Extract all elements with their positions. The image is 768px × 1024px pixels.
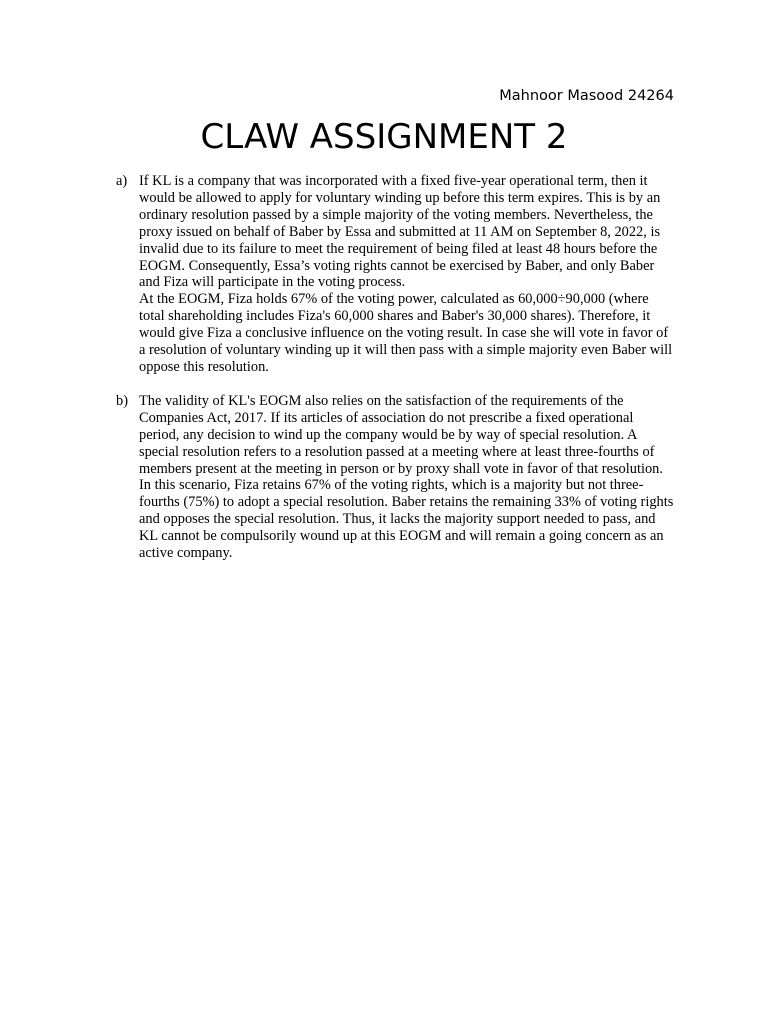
answer-list bbox=[116, 173, 676, 579]
paragraph: In this scenario, Fiza retains 67% of the voting rights, which is a majority but not three-fourths (75%) to adopt a special resolution. Baber retains the remaining 33% of voting rights and opposes the special resolution. Thus, it lacks the majority support needed to pass, and KL cannot be compulsorily wound up at this EOGM and will remain a going concern as an active company. bbox=[139, 477, 674, 562]
answer-item-a bbox=[116, 173, 676, 376]
paragraph: If KL is a company that was incorporated with a fixed five-year operational term, then it would be allowed to apply for voluntary winding up before this term expires. This is by an ordinary resolution passed by a simple majority of the voting members. Nevertheless, the proxy issued on behalf of Baber by Essa and submitted at 11 AM on September 8, 2022, is invalid due to its failure to meet the requirement of being filed at least 48 hours before the EOGM. Consequently, Essa’s voting rights cannot be exercised by Baber, and only Baber and Fiza will participate in the voting process. bbox=[139, 173, 661, 291]
list-marker: a) bbox=[116, 173, 128, 189]
answer-item-b bbox=[116, 393, 676, 562]
list-marker: b) bbox=[116, 392, 128, 409]
author-line: Mahnoor Masood 24264 bbox=[499, 88, 674, 104]
document-title: CLAW ASSIGNMENT 2 bbox=[200, 117, 568, 157]
paragraph: The validity of KL's EOGM also relies on the satisfaction of the requirements of the Companies Act, 2017. If its articles of association do not prescribe a fixed operational period, any decision to wind up the company would be by way of special resolution. A special resolution refers to a resolution passed at a meeting where at least three-fourths of members present at the meeting in person or by proxy shall vote in favor of that resolution. bbox=[139, 392, 663, 477]
paragraph: At the EOGM, Fiza holds 67% of the voting power, calculated as 60,000÷90,000 (where total shareholding includes Fiza's 60,000 shares and Baber's 30,000 shares). Therefore, it would give Fiza a conclusive influence on the voting result. In case she will vote in favor of a resolution of voluntary winding up it will then pass with a simple majority even Baber will oppose this resolution. bbox=[139, 291, 673, 375]
